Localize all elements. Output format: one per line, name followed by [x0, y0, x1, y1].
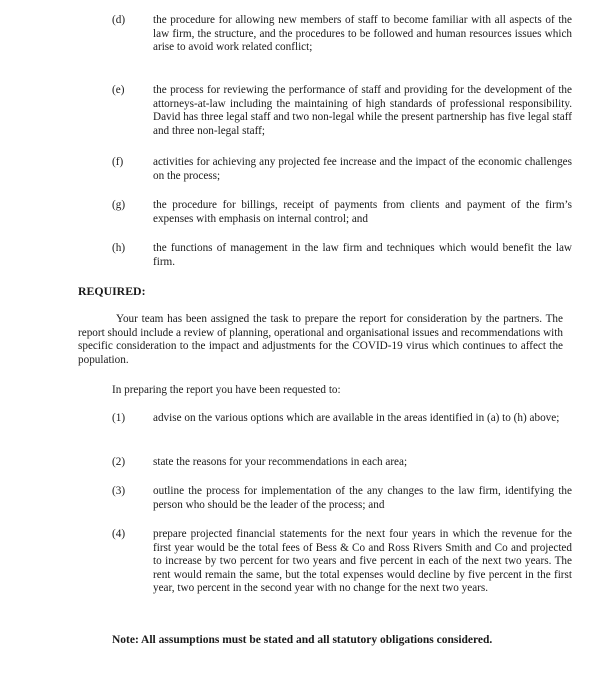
task-item-4 [112, 528, 572, 596]
item-text: the functions of management in the law firm and techniques which would benefit the law firm. [153, 242, 572, 268]
item-text: the procedure for billings, receipt of payments from clients and payment of the firm’s expenses with emphasis on internal control; and [153, 199, 572, 225]
list-item-h [112, 242, 572, 269]
list-item-d [112, 14, 572, 55]
task-label: (1) [112, 412, 126, 424]
required-heading: REQUIRED: [78, 284, 146, 298]
task-label: (3) [112, 485, 126, 497]
item-label: (f) [112, 156, 124, 168]
note-text: Note: All assumptions must be stated and all statutory obligations considered. [112, 634, 493, 646]
intro-text: In preparing the report you have been requested to: [112, 384, 341, 396]
task-item-2 [112, 456, 572, 470]
item-label: (g) [112, 199, 126, 211]
item-text: activities for achieving any projected fee increase and the impact of the economic challenges on the process; [153, 156, 572, 182]
task-label: (2) [112, 456, 126, 468]
list-item-f [112, 156, 572, 183]
task-text: state the reasons for your recommendations in each area; [153, 456, 408, 468]
item-label: (h) [112, 242, 126, 254]
task-item-1 [112, 412, 572, 426]
list-item-e [112, 84, 572, 138]
task-label: (4) [112, 528, 126, 540]
task-item-3 [112, 485, 572, 512]
task-text: prepare projected financial statements for the next four years in which the revenue for the first year would be the total fees of Bess & Co and Ross Rivers Smith and Co and projected to increase by two percent for two years and five percent in each of the next two years. The rent would remain the same, but the total expenses would decline by five percent in the first year, two percent in the second year with no change for the next two years. [153, 528, 572, 595]
item-text: the process for reviewing the performance of staff and providing for the development of the attorneys-at-law including the maintaining of high standards of professional responsibility. David has three legal staff and two non-legal while the present partnership has five legal staff and three non-legal staff; [153, 84, 572, 137]
item-text: the procedure for allowing new members of staff to become familiar with all aspects of the law firm, the structure, and the procedures to be followed and human resources issues which arise to avoid work related conflict; [153, 14, 572, 54]
item-label: (d) [112, 14, 126, 26]
required-paragraph: Your team has been assigned the task to prepare the report for consideration by the partners. The report should include a review of planning, operational and organisational issues and recommendations with specific consideration to the impact and adjustments for the COVID-19 virus which continues to affect the population. [78, 313, 563, 366]
list-item-g [112, 199, 572, 226]
task-text: outline the process for implementation of the any changes to the law firm, identifying the person who should be the leader of the process; and [153, 485, 572, 511]
item-label: (e) [112, 84, 125, 96]
task-text: advise on the various options which are available in the areas identified in (a) to (h) above; [153, 412, 560, 424]
